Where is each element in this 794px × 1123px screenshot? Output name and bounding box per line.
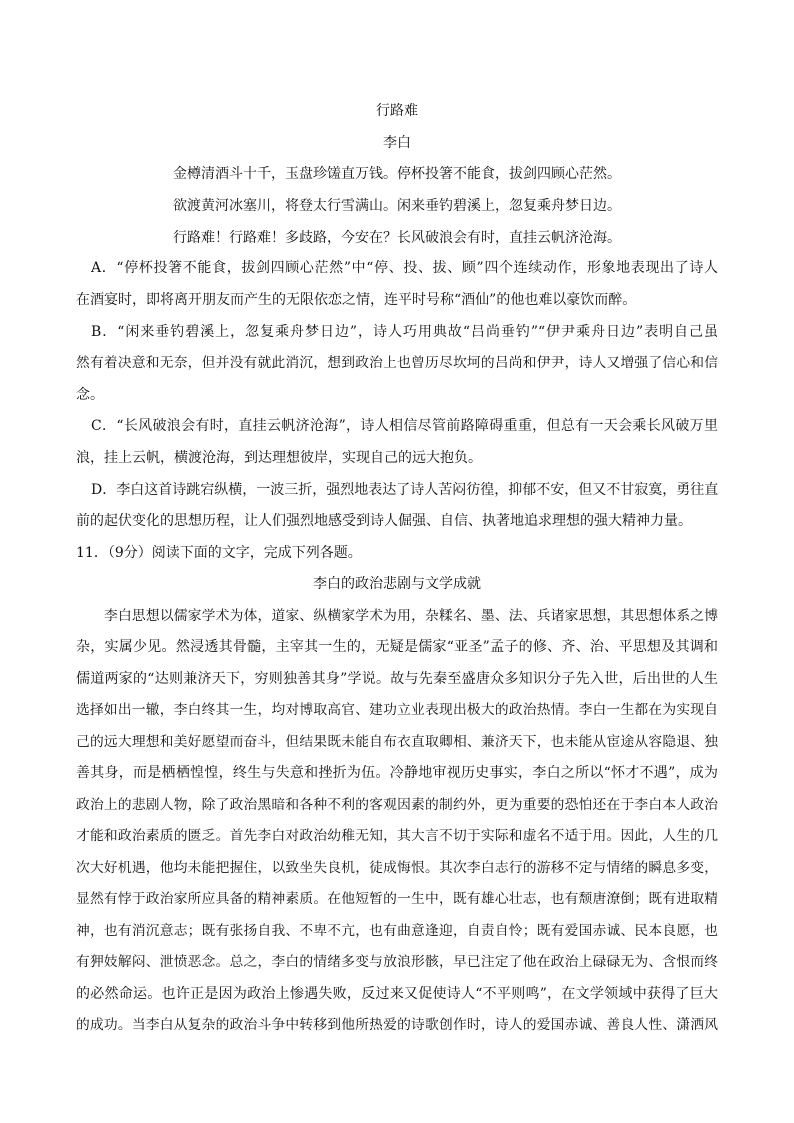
- poem-line: 行路难！行路难！多歧路，今安在？长风破浪会有时，直挂云帆济沧海。: [173, 230, 621, 246]
- article-line: 儒道两家的“达则兼济天下，穷则独善其身”学说。故与先秦至盛唐众多知识分子先入世，后出世的人生: [76, 671, 718, 687]
- option-c-line: 浪，挂上云帆，横渡沧海，到达理想彼岸，实现自己的远大抱负。: [76, 450, 482, 466]
- article-line: 才能和政治素质的匮乏。首先李白对政治幼稚无知，其大言不切于实际和虚名不适于用。因此，人生的几: [76, 828, 718, 844]
- article-line: 显然有悖于政治家所应具备的精神素质。在他短暂的一生中，既有雄心壮志，也有颓唐潦倒；既有进取精: [76, 891, 718, 907]
- option-c-line: C．“长风破浪会有时，直挂云帆济沧海”，诗人相信尽管前路障碍重重，但总有一天会乘长风破万里: [91, 418, 718, 434]
- article-line: 的成功。当李白从复杂的政治斗争中转移到他所热爱的诗歌创作时，诗人的爱国赤诚、善良人性、潇洒风: [76, 1017, 718, 1033]
- option-a-line: 在酒宴时，即将离开朋友而产生的无限依恋之情，连平时号称“酒仙”的他也难以豪饮而醉。: [76, 292, 637, 308]
- option-b-line: B．“闲来垂钓碧溪上，忽复乘舟梦日边”，诗人巧用典故“吕尚垂钓”“伊尹乘舟日边”表明自己虽: [91, 324, 718, 340]
- article-line: 李白思想以儒家学术为体，道家、纵横家学术为用，杂糅名、墨、法、兵诸家思想，其思想体系之博: [104, 608, 718, 624]
- option-b-line: 然有着决意和无奈，但并没有就此消沉，想到政治上也曾历尽坎坷的吕尚和伊尹，诗人又增强了信心和信: [76, 355, 718, 371]
- article-line: 杂，实属少见。然浸透其骨髓，主宰其一生的，无疑是儒家“亚圣”孟子的修、齐、治、平思想及其调和: [76, 639, 718, 655]
- article-line: 己的远大理想和美好愿望而奋斗，但结果既未能自布衣直取卿相、兼济天下，也未能从宦途从容隐退、独: [76, 734, 718, 750]
- article-title: 李白的政治悲剧与文学成就: [313, 576, 481, 592]
- article-line: 的必然命运。也许正是因为政治上惨遇失败，反过来又促使诗人“不平则鸣”，在文学领域中获得了巨大: [76, 986, 718, 1002]
- option-d-line: D．李白这首诗跳宕纵横，一波三折，强烈地表达了诗人苦闷彷徨，抑郁不安，但又不甘寂寞，勇往直: [91, 482, 719, 498]
- question-11-prompt: 11．（9分）阅读下面的文字，完成下列各题。: [76, 545, 362, 561]
- article-line: 次大好机遇，他均未能把握住，以致坐失良机，徒成悔恨。其次李白志行的游移不定与情绪的瞬息多变，: [76, 860, 718, 876]
- poem-line: 欲渡黄河冰塞川，将登太行雪满山。闲来垂钓碧溪上，忽复乘舟梦日边。: [173, 198, 621, 214]
- poem-title: 行路难: [376, 103, 418, 119]
- article-line: 政治上的悲剧人物，除了政治黑暗和各种不利的客观因素的制约外，更为重要的恐怕还在于李白本人政治: [76, 797, 718, 813]
- article-line: 神，也有消沉意志；既有张扬自我、不卑不亢，也有曲意逢迎，自责自怜；既有爱国赤诚、民本良愿，也: [76, 923, 718, 939]
- option-a-line: A．“停杯投箸不能食，拔剑四顾心茫然”中“停、投、拔、顾”四个连续动作，形象地表现出了诗人: [91, 260, 718, 276]
- option-d-line: 前的起伏变化的思想历程，让人们强烈地感受到诗人倔强、自信、执著地追求理想的强大精神力量。: [76, 513, 692, 529]
- poem-author: 李白: [383, 135, 411, 151]
- option-b-line: 念。: [76, 387, 104, 403]
- poem-line: 金樽清酒斗十千，玉盘珍馐直万钱。停杯投箸不能食，拔剑四顾心茫然。: [173, 166, 621, 182]
- article-line: 选择如出一辙，李白终其一生，均对博取高官、建功立业表现出极大的政治热情。李白一生都在为实现自: [76, 702, 718, 718]
- article-line: 善其身，而是栖栖惶惶，终生与失意和挫折为伍。冷静地审视历史事实，李白之所以“怀才不遇”，成为: [76, 765, 718, 781]
- article-line: 有狎妓解闷、泄愤恶念。总之，李白的情绪多变与放浪形骸，早已注定了他在政治上碌碌无为、含恨而终: [76, 954, 718, 970]
